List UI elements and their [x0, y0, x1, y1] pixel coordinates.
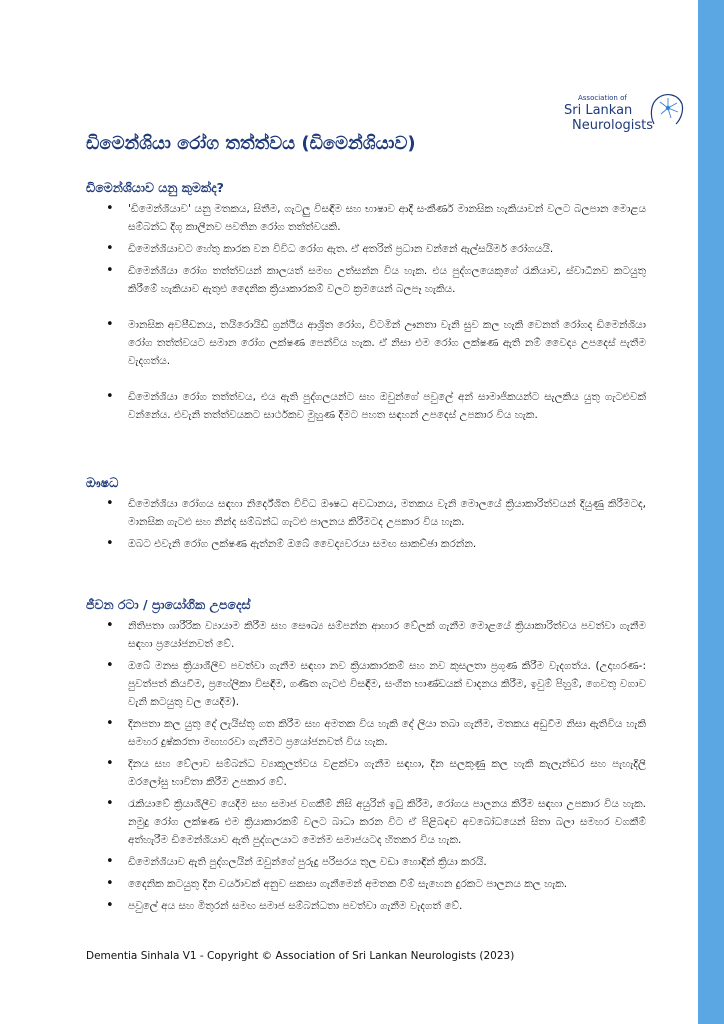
list-item: • දෛනික කටයුතු දින චර්යාවක් අනුව සකසා ගැනීමෙන් අමතක වීම් සැහෙන දුරකට පාලනය කල හැක.	[128, 875, 646, 893]
section-lifestyle	[86, 597, 646, 919]
logo-line-3: Neurologists	[572, 118, 654, 133]
bullet-list	[86, 200, 646, 424]
list-item: • ඩිමෙන්ශියාව ඇති පුද්ගලයින් ඔවුන්ගේ පුරුදු පරිසරය තුල වඩා හොඳින් ක්‍රියා කරයි.	[128, 853, 646, 871]
bullet-list	[86, 495, 646, 553]
right-accent-bar	[698, 0, 724, 1024]
brain-neuron-icon	[646, 90, 686, 130]
list-item: • පවුලේ අය සහ මිතුරන් සමඟ සමාජ සම්බන්ධතා පවත්වා ගැනීම වැදගත් වේ.	[128, 897, 646, 915]
list-item: • ඔබට එවැනි රෝග ලක්ෂණ ඇත්නම් ඔබේ වෛද්‍යවරයා සමඟ සාකච්ඡා කරන්න.	[128, 535, 646, 553]
footer-copyright: Dementia Sinhala V1 - Copyright © Association of Sri Lankan Neurologists (2023)	[86, 950, 515, 962]
list-item: • ඩිමෙන්ශියා රෝග තත්ත්වය, එය ඇති පුද්ගලයන්ට සහ ඔවුන්ගේ පවුලේ අන් සාමාජිකයන්ට සැලකිය යුතු ගැටළුවක් වන්නේය. එවැනි තත්ත්වයකට සාර්ථකව මුහුණ දීමට පහත සඳහන් උපදෙස් උපකාර විය හැක.	[128, 388, 646, 424]
list-item: • ඩිමෙන්ශියාවට හේතු කාරක වන විවිධ රෝග ඇත. ඒ අතරින් ප්‍රධාන වන්නේ ඇල්සයිමර් රෝගයයි.	[128, 240, 646, 258]
list-item: • ඩිමෙන්ශියා රෝගය සඳහා නිර්දේශිත විවිධ ඖෂධ අවධානය, මතකය වැනි මොලයේ ක්‍රියාකාරිත්වයන් දියුණු කිරීමටද, මානසික ගැටළු සහ නින්ද සම්බන්ධ ගැටළු පාලනය කිරීමටද උපකාර විය හැක.	[128, 495, 646, 531]
list-item: • ඩිමෙන්ශියා රෝග තත්ත්වයන් කාලයත් සමඟ උත්සන්න විය හැක. එය පුද්ගලයෙකුගේ රැකියාව, ස්වාධීනව කටයුතු කිරීමේ හැකියාව ඇතුළු දෛනික ක්‍රියාකාරකම් වලට ක්‍රමයෙන් බලපෑ හැකිය.	[128, 262, 646, 298]
logo-line-2: Sri Lankan	[564, 103, 633, 118]
association-logo	[564, 90, 690, 144]
list-item: • නිතිපතා ශාරීරික ව්‍යායාම කිරීම සහ සෞඛ්‍ය සම්පන්න ආහාර වේලක් ගැනීම මොළයේ ක්‍රියාකාරිත්වය පවත්වා ගැනීම සඳහා ප්‍රයෝජනවත් වේ.	[128, 617, 646, 653]
list-item: • රැකියාවේ ක්‍රියාශීලීව යෙදීම සහ සමාජ වගකීම් නිසි අයුරින් ඉටු කිරීම, රෝගය පාලනය කිරීම සඳහා උපකාර විය හැක. නමුදු රෝග ලක්ෂණ එම ක්‍රියාකාරකම් වලට බාධා කරන විට ඒ පිළිබඳව අවබෝධයෙන් සිතා බලා සමහර වගකීම් අත්හැරීම ඩිමෙන්ශියාව ඇති පුද්ගලයාට මෙන්ම සමාජයටද හිතකර විය හැක.	[128, 795, 646, 849]
section-heading: ජීවන රටා / ප්‍රායෝගික උපදෙස්	[86, 597, 251, 612]
section-heading: ඩිමෙන්ශියාව යනු කුමක්ද?	[86, 180, 224, 195]
list-item: • 'ඩිමෙන්ශියාව' යනු මතකය, සිතීම, ගැටලු විසඳීම සහ භාෂාව ආදී සංකීර්ණ මානසික හැකියාවන් වලට බලපාන මොළය සම්බන්ධ දිගු කාලීනව පවතින රෝග තත්ත්වයකි.	[128, 200, 646, 236]
list-item: • දිනපතා කල යුතු දේ ලැයිස්තු ගත කිරීම සහ අමතක විය හැකි දේ ලියා තබා ගැනීම, මතකය අඩුවීම නිසා ඇතිවිය හැකි සමහර දුෂ්කරතා මඟහරවා ගැනීමට ප්‍රයෝජනවත් විය හැක.	[128, 715, 646, 751]
section-medication	[86, 475, 646, 557]
section-heading: ඖෂධ	[86, 475, 119, 490]
logo-line-1: Association of	[578, 94, 627, 102]
section-what-is-dementia	[86, 180, 646, 428]
bullet-list	[86, 617, 646, 915]
list-item: • දිනය සහ වේලාව සම්බන්ධ ව්‍යාකූලත්වය වළක්වා ගැනීම සඳහා, දින සලකුණු කල හැකි කැලැන්ඩර සහ පැහැදිලි ඔරලෝසු භාවිතා කිරීම උපකාර වේ.	[128, 755, 646, 791]
list-item: • මානසික අවපීඩනය, තයිරොයිඩ් ග්‍රන්ථිය ආශ්‍රිත රෝග, විටමින් ඌනතා වැනි සුව කල හැකි වෙනත් රෝගද ඩිමෙන්ශියා රෝග තත්ත්වයට සමාන රෝග ලක්ෂණ පෙන්විය හැක. ඒ නිසා එම රෝග ලක්ෂණ ඇති නම් වෛද්‍ය උපදෙස් පැතීම වැදගත්ය.	[128, 316, 646, 370]
list-item: • ඔබේ මනස ක්‍රියාශීලීව පවත්වා ගැනීම සඳහා නව ක්‍රියාකාරකම් සහ නව කුසලතා ප්‍රගුණ කිරීම වැදගත්ය. (උදාහරණ-: පුවත්පත් කියවීම, ප්‍රහේලිකා විසඳීම, ගණිත ගැටළු විසඳීම, සංගීත භාණ්ඩයක් වාදනය කිරීම, ඉවුම් පිහුම්, ගෙවතු වගාව වැනි කටයුතු වල යෙදීම).	[128, 657, 646, 711]
page-title: ඩිමෙන්ශියා රෝග තත්ත්වය (ඩිමෙන්ශියාව)	[86, 133, 416, 154]
